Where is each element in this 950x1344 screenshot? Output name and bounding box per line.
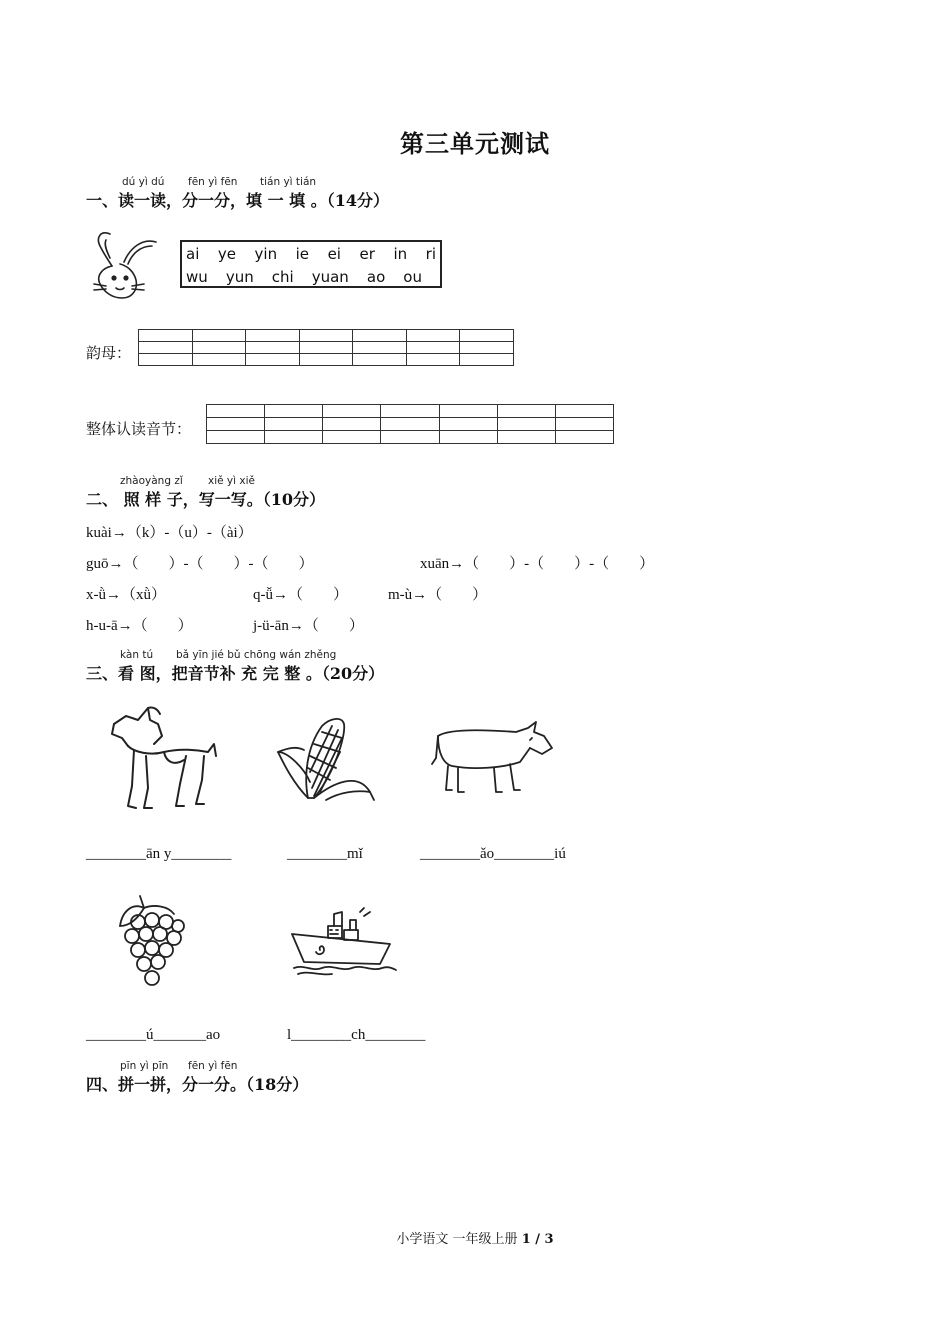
phonics-word-box — [180, 240, 442, 288]
phonics-word: ei — [327, 245, 341, 263]
phonics-word: wu — [186, 268, 208, 286]
blank-goat[interactable]: ________ān y________ — [86, 846, 232, 862]
pinyin-annotation: tián yì tián — [260, 176, 317, 188]
cow-icon — [430, 718, 560, 798]
pinyin-annotation: bǎ yīn jié bǔ chōng wán zhěng — [176, 649, 337, 661]
phonics-word: ao — [366, 268, 386, 286]
exercise-xuan[interactable]: xuān→（ ）-（ ）-（ ） — [420, 556, 655, 572]
phonics-word: ie — [295, 245, 310, 263]
yunmu-writing-grid[interactable] — [138, 329, 514, 366]
grape-icon — [114, 892, 186, 992]
exercise-qu[interactable]: q-ǚ→（ ） — [253, 587, 348, 603]
phonics-word: ai — [186, 245, 200, 263]
phonics-word: ri — [425, 245, 436, 263]
phonics-word: in — [393, 245, 408, 263]
zhengti-label: 整体认读音节： — [86, 420, 192, 438]
pinyin-annotation: fēn yì fēn — [188, 1060, 238, 1072]
phonics-word: er — [359, 245, 375, 263]
ship-icon — [290, 906, 398, 978]
pinyin-annotation: xiě yì xiě — [208, 475, 255, 487]
pinyin-annotation: fēn yì fēn — [188, 176, 238, 188]
phonics-word: ou — [403, 268, 422, 286]
phonics-word: yun — [225, 268, 254, 286]
blank-cow[interactable]: ________ǎo________iú — [420, 846, 566, 862]
blank-ship[interactable]: l________ch________ — [287, 1027, 426, 1043]
pinyin-annotation: dú yì dú — [122, 176, 165, 188]
section-heading-4: 四、拼一拼，分一分。（18分） — [86, 1075, 309, 1094]
word-row-2 — [186, 268, 422, 286]
page-footer — [0, 1228, 950, 1247]
phonics-word: yuan — [311, 268, 349, 286]
zhengti-writing-grid[interactable] — [206, 404, 614, 444]
section-heading-3: 三、看 图，把音节补 充 完 整 。（20分） — [86, 664, 385, 683]
exercise-juan[interactable]: j-ü-ān→（ ） — [253, 618, 364, 634]
rabbit-icon — [86, 228, 166, 302]
yunmu-label: 韵母： — [86, 344, 132, 362]
corn-icon — [274, 712, 382, 804]
goat-icon — [104, 700, 228, 816]
blank-corn[interactable]: ________mǐ — [287, 846, 363, 862]
page-title: 第三单元测试 — [400, 129, 550, 158]
word-row-1 — [186, 245, 436, 263]
exercise-xu: x-ǜ→（xǜ） — [86, 587, 166, 603]
phonics-word: chi — [271, 268, 294, 286]
phonics-word: yin — [254, 245, 278, 263]
pinyin-annotation: zhàoyàng zǐ — [120, 475, 183, 487]
pinyin-annotation: kàn tú — [120, 649, 154, 661]
exercise-hua[interactable]: h-u-ā→（ ） — [86, 618, 193, 634]
exercise-guo[interactable]: guō→（ ）-（ ）-（ ） — [86, 556, 314, 572]
section-heading-2: 二、 照 样 子，写一写。（10分） — [86, 490, 325, 509]
phonics-word: ye — [217, 245, 236, 263]
page-number: 1 / 3 — [521, 1232, 554, 1247]
section-heading-1: 一、读一读，分一分，填 一 填 。（14分） — [86, 191, 389, 210]
blank-grape[interactable]: ________ú_______ao — [86, 1027, 221, 1043]
exercise-mu[interactable]: m-ù→（ ） — [388, 587, 488, 603]
footer-text: 小学语文 一年级上册 — [396, 1232, 518, 1247]
example-line: kuài→（k）-（u）-（ài） — [86, 525, 253, 541]
pinyin-annotation: pīn yì pīn — [120, 1060, 169, 1072]
